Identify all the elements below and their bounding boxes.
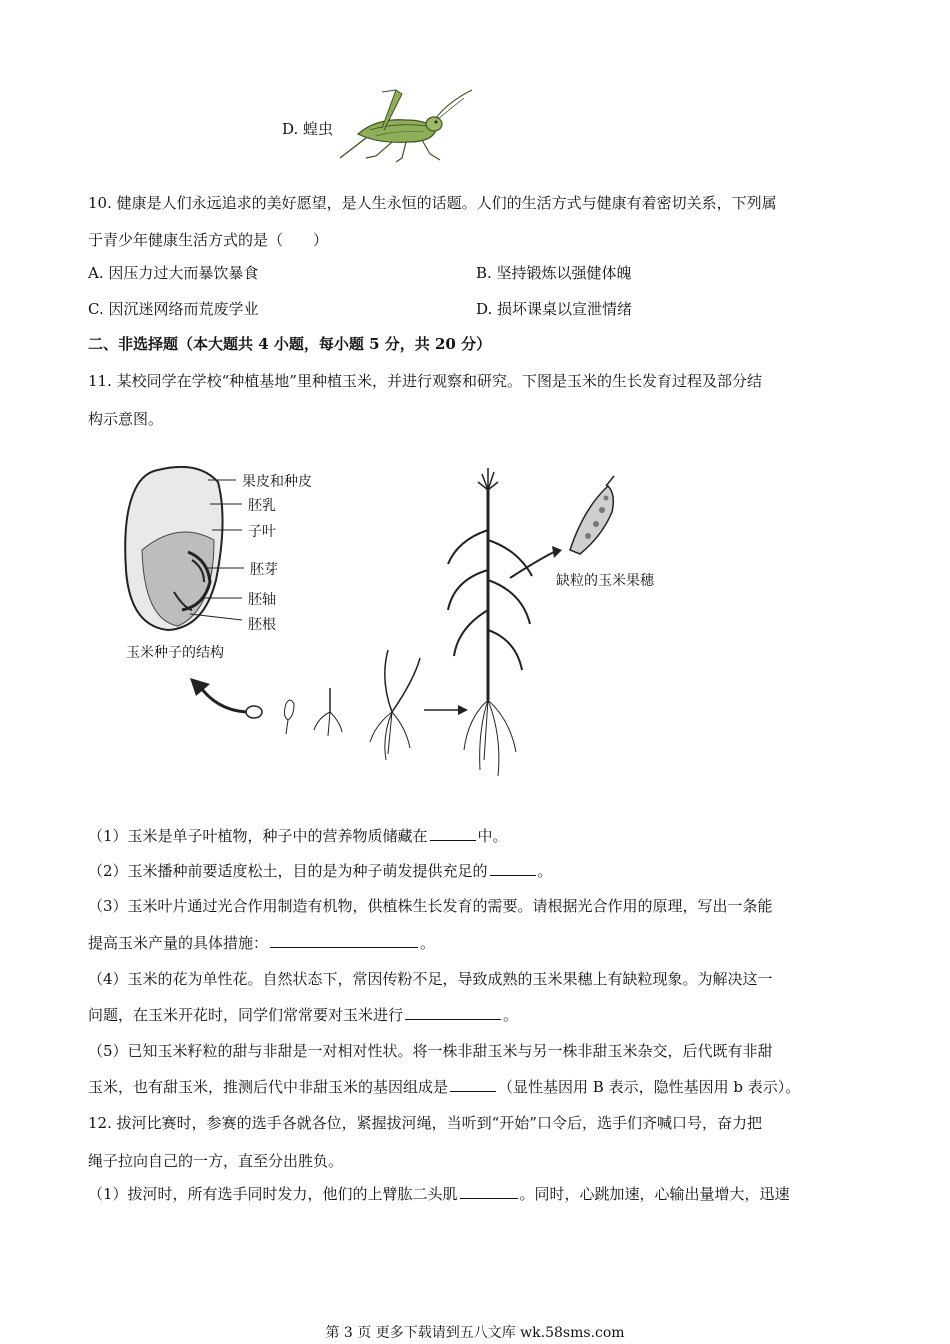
label-cotyledon: 子叶 [248,524,276,540]
label-radicle: 胚根 [248,617,276,633]
corn-diagram [118,460,698,785]
q9-option-d: D. 蝗虫 [282,120,334,138]
seed-caption: 玉米种子的结构 [126,645,224,661]
label-endosperm: 胚乳 [248,498,276,514]
grasshopper-image [336,84,476,164]
q10-stem-line2: 于青少年健康生活方式的是（ ） [88,231,329,249]
q11-stem-line2: 构示意图。 [88,410,164,428]
q11-part5-line1: （5）已知玉米籽粒的甜与非甜是一对相对性状。将一株非甜玉米与另一株非甜玉米杂交，后代既有非甜 [88,1042,773,1060]
answer-blank[interactable] [450,1076,496,1092]
q11-part4-line1: （4）玉米的花为单性花。自然状态下，常因传粉不足，导致成熟的玉米果穗上有缺粒现象。为解决这一 [88,970,773,988]
answer-blank[interactable] [430,825,476,841]
q10-stem-line1: 10. 健康是人们永远追求的美好愿望，是人生永恒的话题。人们的生活方式与健康有着密切关系，下列属 [88,194,777,212]
q11-part5-line2: 玉米，也有甜玉米，推测后代中非甜玉米的基因组成是 （显性基因用 B 表示，隐性基因用 b 表示）。 [88,1078,801,1096]
label-pericarp: 果皮和种皮 [242,474,312,490]
q10-option-d: D. 损坏课桌以宣泄情绪 [476,300,633,318]
q10-option-b: B. 坚持锻炼以强健体魄 [476,264,632,282]
section2-heading: 二、非选择题（本大题共 4 小题，每小题 5 分，共 20 分） [88,335,492,353]
answer-blank[interactable] [460,1183,518,1199]
answer-blank[interactable] [270,932,418,948]
page-footer: 第 3 页 更多下载请到五八文库 wk.58sms.com [325,1325,625,1341]
q10-option-c: C. 因沉迷网络而荒废学业 [88,300,259,318]
q11-part1: （1）玉米是单子叶植物，种子中的营养物质储藏在 中。 [88,827,508,845]
q12-stem-line1: 12. 拔河比赛时，参赛的选手各就各位，紧握拔河绳，当听到“开始”口令后，选手们齐喊口号，奋力把 [88,1114,762,1132]
q12-stem-line2: 绳子拉向自己的一方，直至分出胜负。 [88,1152,344,1170]
q10-option-a: A. 因压力过大而暴饮暴食 [88,264,259,282]
q12-part1: （1）拔河时，所有选手同时发力，他们的上臂肱二头肌 。同时，心跳加速，心输出量增大，迅速 [88,1185,790,1203]
label-hypocotyl: 胚轴 [248,592,276,608]
q11-stem-line1: 11. 某校同学在学校“种植基地”里种植玉米，并进行观察和研究。下图是玉米的生长发育过程及部分结 [88,372,762,390]
answer-blank[interactable] [405,1004,501,1020]
corn-growth-figure [118,460,698,785]
q11-part3-line1: （3）玉米叶片通过光合作用制造有机物，供植株生长发育的需要。请根据光合作用的原理，写出一条能 [88,897,773,915]
q11-part4-line2: 问题，在玉米开花时，同学们常常要对玉米进行 。 [88,1006,519,1024]
label-plumule: 胚芽 [250,562,278,578]
q11-part2: （2）玉米播种前要适度松土，目的是为种子萌发提供充足的 。 [88,862,553,880]
q11-part3-line2: 提高玉米产量的具体措施： 。 [88,934,436,952]
answer-blank[interactable] [490,860,536,876]
ear-caption: 缺粒的玉米果穗 [556,573,654,589]
